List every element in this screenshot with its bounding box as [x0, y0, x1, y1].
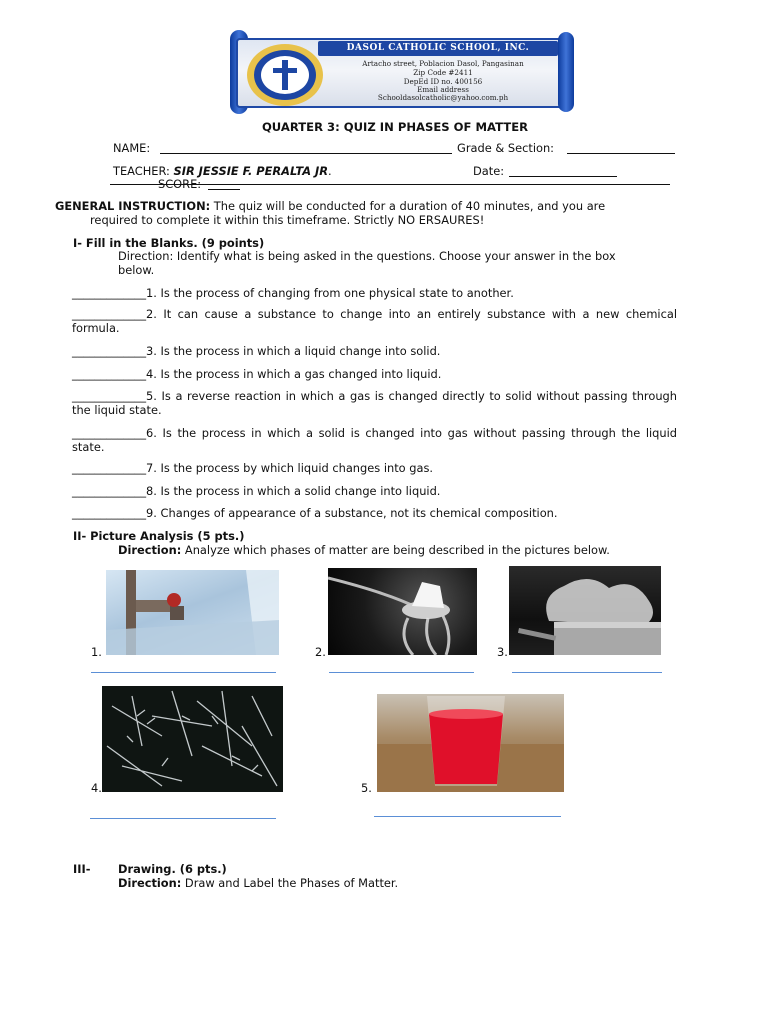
- banner-roll-right: [558, 32, 574, 112]
- school-logo-icon: [244, 40, 326, 110]
- dry-ice-icon: [328, 568, 477, 655]
- teacher-label: TEACHER:: [113, 164, 170, 178]
- question-8: [72, 484, 677, 498]
- answer-blank-5[interactable]: _____________: [72, 389, 147, 403]
- date-field[interactable]: [509, 176, 617, 177]
- part3-direction-text: Draw and Label the Phases of Matter.: [181, 876, 399, 890]
- picture-answer-line-1[interactable]: [91, 672, 276, 673]
- general-instruction-label: GENERAL INSTRUCTION:: [55, 199, 211, 213]
- picture-gelatin-cup: [377, 694, 564, 792]
- question-3-text: 3. Is the process in which a liquid change into solid.: [146, 344, 441, 358]
- question-4-text: 4. Is the process in which a gas changed into liquid.: [146, 367, 442, 381]
- part2-direction-label: Direction:: [118, 543, 182, 557]
- answer-blank-1[interactable]: _____________: [72, 286, 147, 300]
- question-6-text: 6. Is the process in which a solid is changed into gas without passing through the liquid state.: [72, 426, 677, 454]
- date-label: Date:: [473, 164, 505, 178]
- question-5: [72, 389, 677, 417]
- picture-frost: [102, 686, 283, 792]
- part1-direction-1: Direction: Identify what is being asked in the questions. Choose your answer in the box: [118, 249, 616, 263]
- email-label-line: Email address: [417, 85, 469, 94]
- gelatin-cup-icon: [377, 694, 564, 792]
- part3-direction-label: Direction:: [118, 876, 182, 890]
- picture-number-5: 5.: [361, 781, 372, 795]
- part1-direction-2: below.: [118, 263, 155, 277]
- frost-crystals-icon: [102, 686, 283, 792]
- question-6: [72, 426, 677, 454]
- answer-blank-9[interactable]: _____________: [72, 506, 147, 520]
- general-instruction: [55, 199, 685, 213]
- picture-answer-line-2[interactable]: [329, 672, 474, 673]
- question-9: [72, 506, 677, 520]
- grade-section-field[interactable]: [567, 153, 675, 154]
- quiz-title: QUARTER 3: QUIZ IN PHASES OF MATTER: [261, 120, 529, 134]
- answer-blank-6[interactable]: _____________: [72, 426, 147, 440]
- deped-line: DepEd ID no. 400156: [403, 77, 483, 86]
- part3-heading: Drawing. (6 pts.): [118, 862, 227, 876]
- part3-roman: III-: [73, 862, 91, 876]
- general-instruction-text-1: The quiz will be conducted for a duration of 40 minutes, and you are: [210, 199, 606, 213]
- question-1-text: 1. Is the process of changing from one physical state to another.: [146, 286, 514, 300]
- question-7: [72, 461, 677, 475]
- part3-direction: [118, 876, 398, 890]
- teacher-row: [113, 164, 332, 178]
- question-4: [72, 367, 677, 381]
- teacher-name: SIR JESSIE F. PERALTA JR: [173, 164, 329, 178]
- picture-answer-line-3[interactable]: [512, 672, 662, 673]
- general-instruction-text-2: required to complete it within this timeframe. Strictly NO ERSAURES!: [90, 213, 485, 227]
- email-line: Schooldasolcatholic@yahoo.com.ph: [377, 93, 509, 102]
- part2-heading: II- Picture Analysis (5 pts.): [73, 529, 245, 543]
- picture-answer-line-5[interactable]: [374, 816, 561, 817]
- question-9-text: 9. Changes of appearance of a substance, not its chemical composition.: [146, 506, 558, 520]
- answer-blank-2[interactable]: _____________: [72, 307, 147, 321]
- grade-section-label: Grade & Section:: [457, 141, 555, 155]
- part1-heading: I- Fill in the Blanks. (9 points): [73, 236, 265, 250]
- picture-frozen-faucet: [106, 570, 279, 655]
- part2-direction: [118, 543, 610, 557]
- part2-direction-text: Analyze which phases of matter are being described in the pictures below.: [181, 543, 610, 557]
- picture-number-3: 3.: [497, 645, 508, 659]
- boiling-pot-icon: [509, 566, 661, 655]
- question-5-text: 5. Is a reverse reaction in which a gas is changed directly to solid without passing through the liquid state.: [72, 389, 677, 417]
- picture-boiling-pot: [509, 566, 661, 655]
- name-field[interactable]: [160, 153, 452, 154]
- name-label: NAME:: [113, 141, 151, 155]
- teacher-dot: .: [328, 164, 332, 178]
- school-name: DASOL CATHOLIC SCHOOL, INC.: [318, 41, 558, 56]
- picture-number-2: 2.: [315, 645, 326, 659]
- zip-line: Zip Code #2411: [413, 68, 473, 77]
- question-2-text: 2. It can cause a substance to change into an entirely substance with a new chemical formula.: [72, 307, 677, 335]
- score-label: SCORE:: [158, 177, 202, 191]
- picture-dry-ice: [328, 568, 477, 655]
- answer-blank-3[interactable]: _____________: [72, 344, 147, 358]
- question-3: [72, 344, 677, 358]
- question-1: [72, 286, 677, 300]
- answer-blank-4[interactable]: _____________: [72, 367, 147, 381]
- frozen-faucet-icon: [106, 570, 279, 655]
- picture-number-1: 1.: [91, 645, 102, 659]
- answer-blank-8[interactable]: _____________: [72, 484, 147, 498]
- answer-blank-7[interactable]: _____________: [72, 461, 147, 475]
- picture-number-4: 4.: [91, 781, 102, 795]
- address-line: Artacho street, Poblacion Dasol, Pangasinan: [362, 59, 524, 68]
- question-8-text: 8. Is the process in which a solid change into liquid.: [146, 484, 441, 498]
- score-field[interactable]: [208, 189, 240, 190]
- question-2: [72, 307, 677, 335]
- question-7-text: 7. Is the process by which liquid changes into gas.: [146, 461, 434, 475]
- picture-answer-line-4[interactable]: [90, 818, 276, 819]
- drawing-area[interactable]: [72, 895, 677, 1015]
